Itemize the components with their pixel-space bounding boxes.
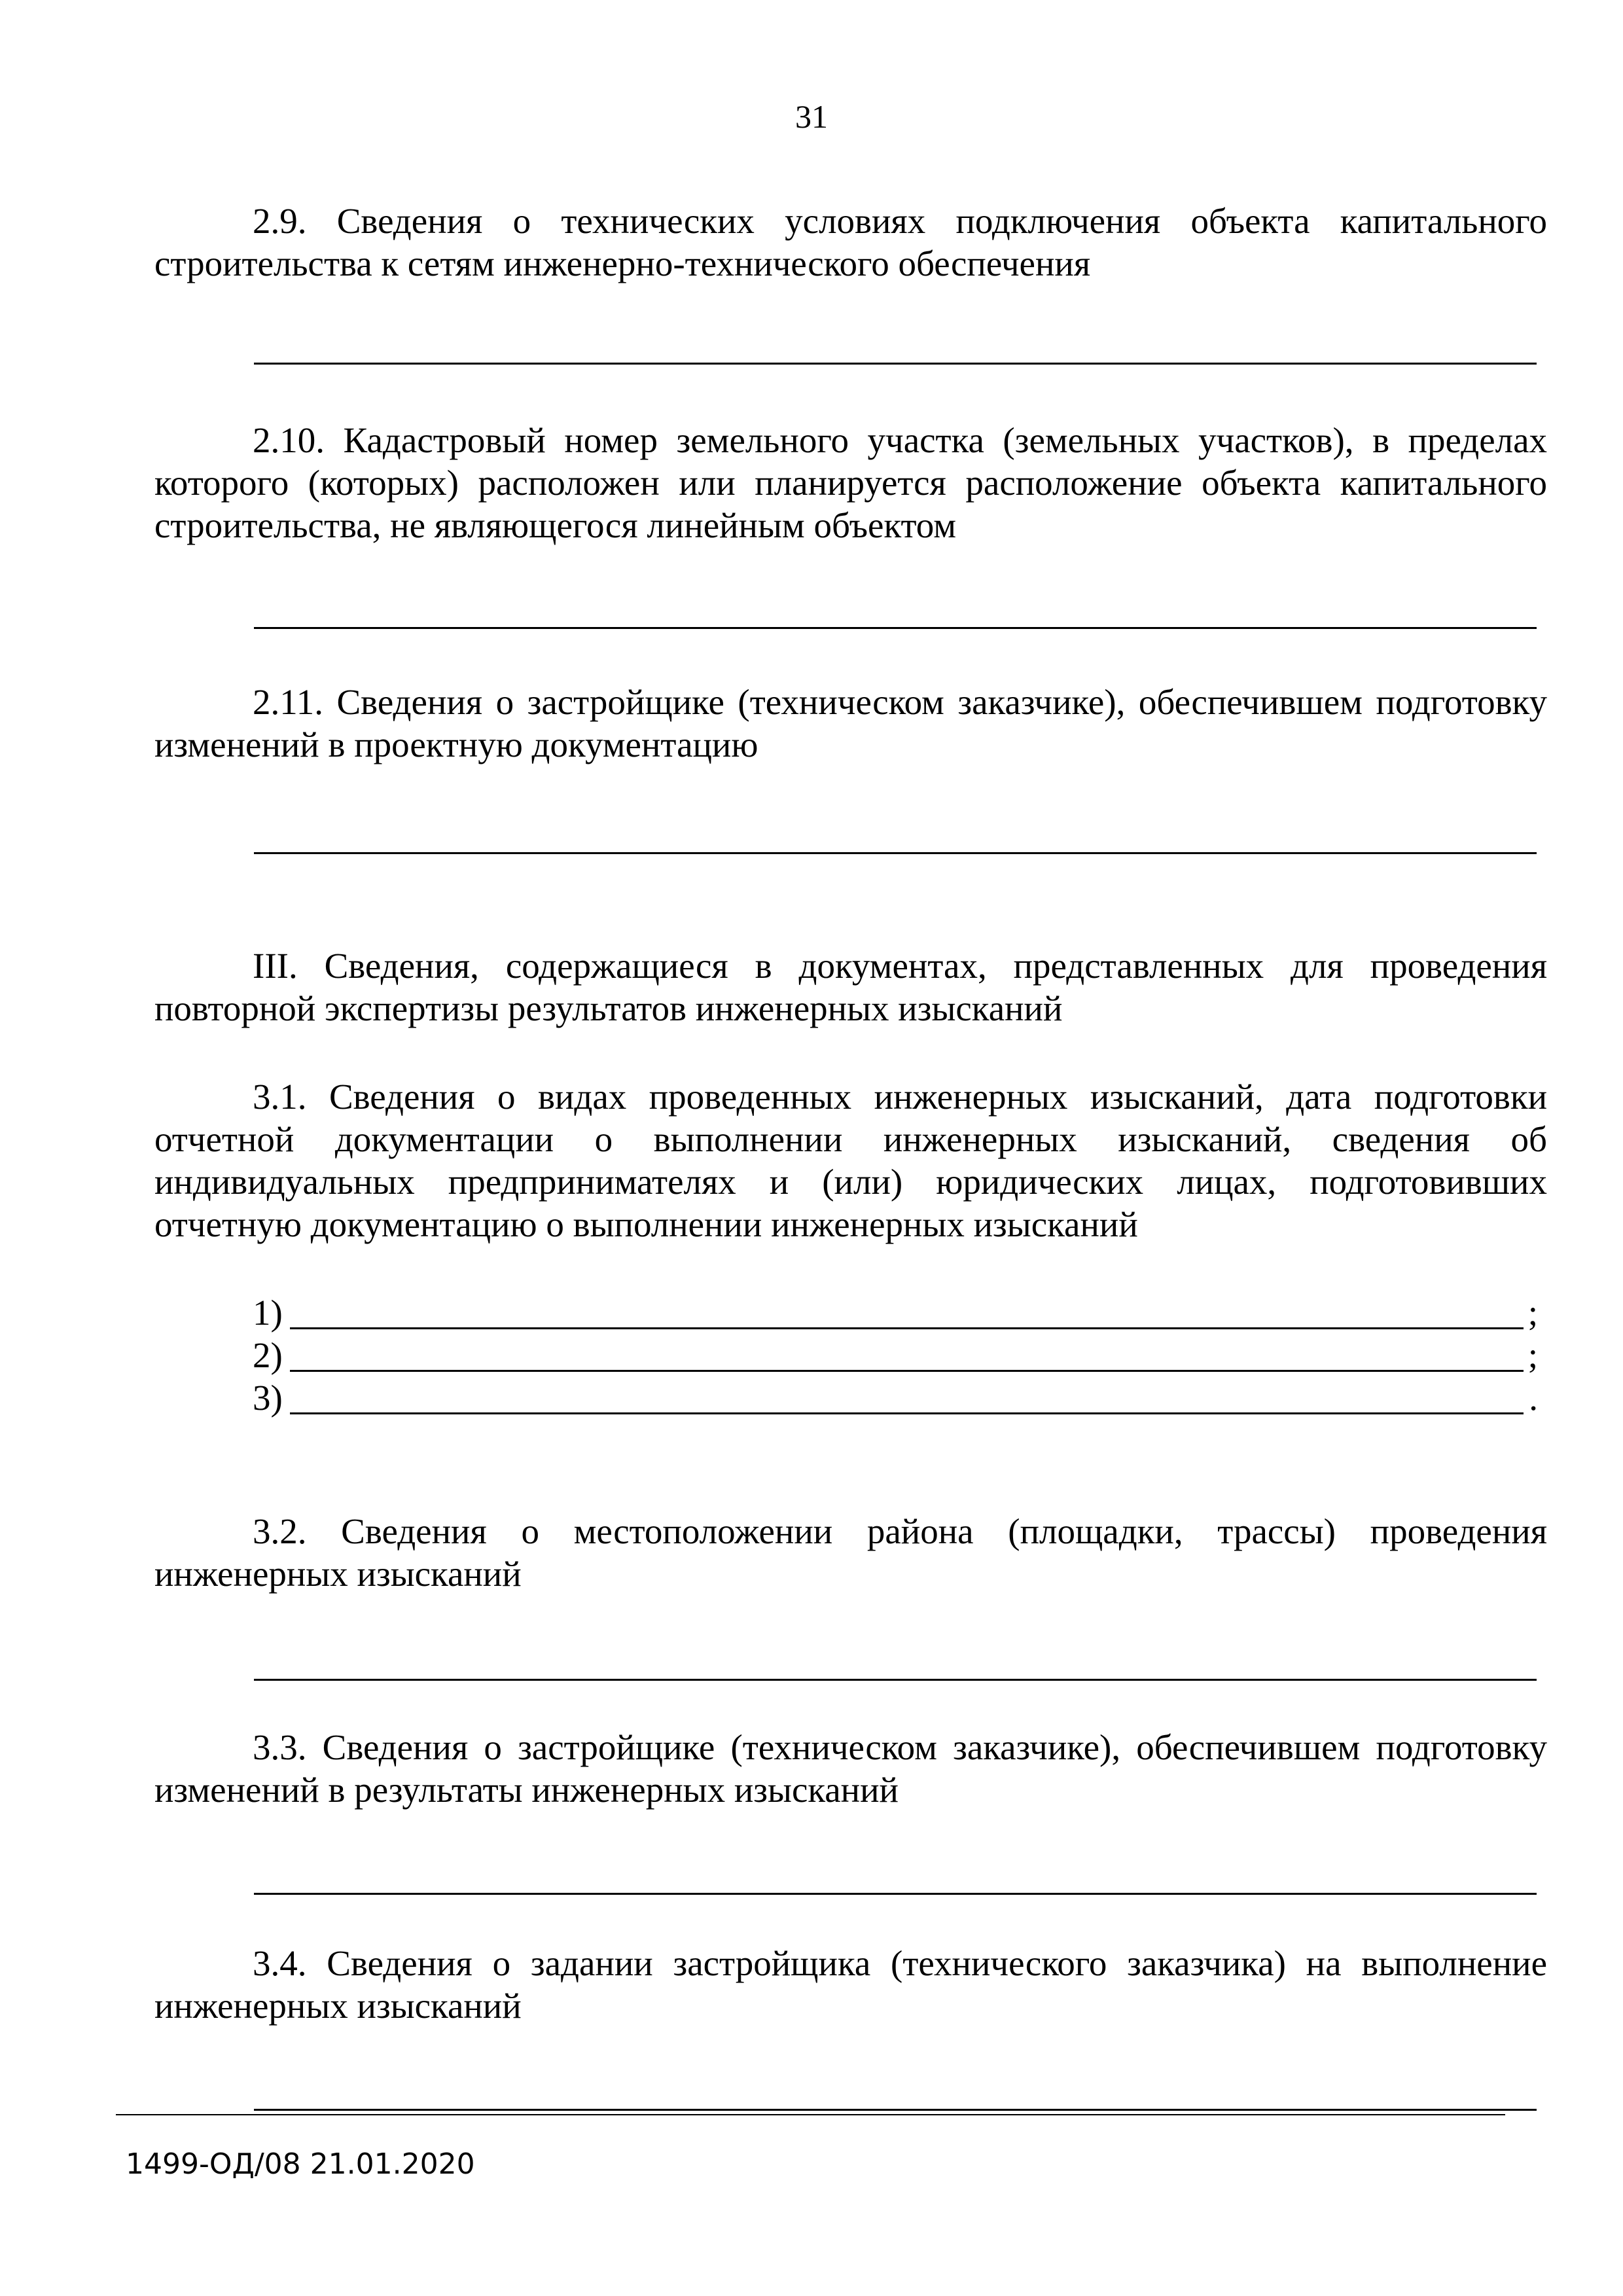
fill-line-2-10 [254, 627, 1537, 629]
section-3-heading: III. Сведения, содержащиеся в документах, представленных для проведения повторной экспертизы результатов инженерных изысканий [154, 946, 1547, 1028]
fill-line-3-2 [254, 1679, 1537, 1681]
list-item-1 [253, 1291, 1538, 1334]
fill-line-3-3 [254, 1893, 1537, 1895]
section-2-10-text: 2.10. Кадастровый номер земельного участка (земельных участков), в пределах которого (которых) расположен или планируется расположение объекта капитального строительства, не являющегося линейным объектом [154, 420, 1547, 545]
section-2-11-text: 2.11. Сведения о застройщике (техническом заказчике), обеспечившем подготовку изменений в проектную документацию [154, 682, 1547, 764]
list-item-terminator: . [1529, 1378, 1538, 1418]
section-3-4-text: 3.4. Сведения о задании застройщика (технического заказчика) на выполнение инженерных изысканий [154, 1943, 1547, 2026]
list-item-number: 2) [253, 1335, 283, 1375]
section-3-1-text: 3.1. Сведения о видах проведенных инженерных изысканий, дата подготовки отчетной документации о выполнении инженерных изысканий, сведения об индивидуальных предпринимателях и (или) юридических лицах, подготовивших отчетную документацию о выполнении инженерных изысканий [154, 1077, 1547, 1244]
list-item-2 [253, 1334, 1538, 1376]
list-item-terminator: ; [1527, 1335, 1538, 1375]
list-item-3 [253, 1376, 1538, 1419]
list-item-number: 3) [253, 1378, 283, 1418]
list-item-fill-line [290, 1412, 1524, 1414]
section-3-2-text: 3.2. Сведения о местоположении района (площадки, трассы) проведения инженерных изысканий [154, 1511, 1547, 1594]
list-item-fill-line [290, 1327, 1524, 1329]
section-3-3-text: 3.3. Сведения о застройщике (техническом заказчике), обеспечившем подготовку изменений в результаты инженерных изысканий [154, 1727, 1547, 1810]
fill-line-2-11 [254, 852, 1537, 854]
section-2-9-text: 2.9. Сведения о технических условиях подключения объекта капитального строительства к сетям инженерно-технического обеспечения [154, 201, 1547, 283]
document-id: 1499-ОД/08 21.01.2020 [126, 2147, 475, 2181]
footer-divider [116, 2114, 1505, 2115]
page-number: 31 [795, 98, 828, 135]
fill-line-2-9 [254, 363, 1537, 365]
list-item-number: 1) [253, 1293, 283, 1333]
list-item-fill-line [290, 1370, 1524, 1372]
fill-line-3-4 [254, 2109, 1537, 2111]
list-item-terminator: ; [1527, 1293, 1538, 1333]
